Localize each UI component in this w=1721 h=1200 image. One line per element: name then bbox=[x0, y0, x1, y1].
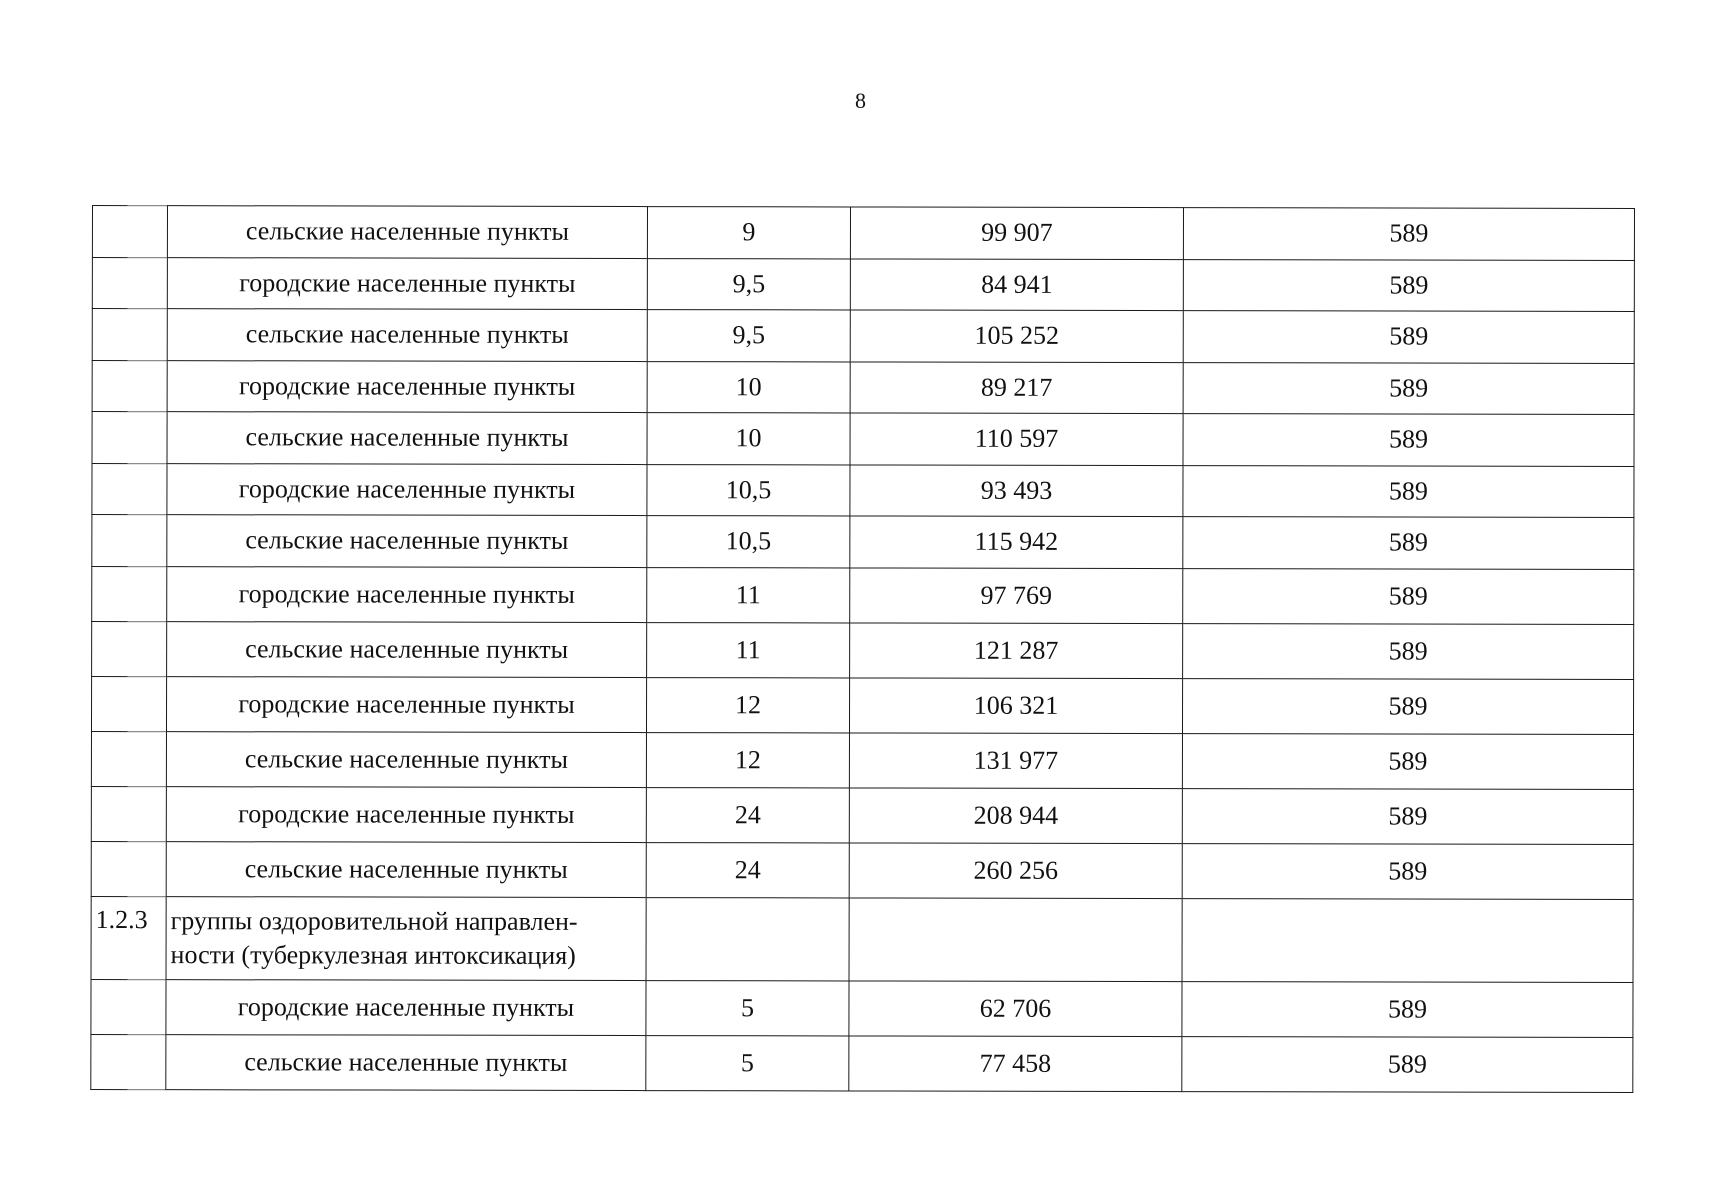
table-row bbox=[91, 841, 1633, 899]
column-3-cell: 99 907 bbox=[850, 207, 1183, 259]
settlement-type-cell: городские населенные пункты bbox=[167, 463, 647, 515]
row-number-cell bbox=[92, 566, 167, 621]
row-number-cell bbox=[92, 309, 167, 361]
settlement-type-cell: городские населенные пункты bbox=[167, 566, 647, 622]
table-row bbox=[92, 360, 1634, 414]
row-number-cell bbox=[92, 257, 167, 309]
row-number-cell bbox=[92, 463, 167, 515]
column-3-cell: 93 493 bbox=[850, 464, 1183, 516]
column-3-cell: 62 706 bbox=[849, 980, 1182, 1036]
column-4-cell: 589 bbox=[1182, 788, 1633, 844]
settlement-type-cell: сельские населенные пункты bbox=[166, 731, 646, 787]
column-2-cell: 9 bbox=[647, 207, 850, 259]
column-2-cell: 24 bbox=[646, 787, 849, 842]
column-3-cell: 121 287 bbox=[850, 622, 1183, 678]
row-number-cell bbox=[91, 979, 166, 1034]
row-number-cell bbox=[91, 731, 166, 786]
column-4-cell: 589 bbox=[1183, 311, 1634, 363]
column-2-cell bbox=[646, 897, 849, 980]
column-3-cell: 115 942 bbox=[850, 516, 1183, 568]
column-3-cell: 260 256 bbox=[849, 842, 1182, 898]
column-4-cell: 589 bbox=[1182, 981, 1633, 1037]
table-row bbox=[91, 731, 1633, 789]
table-row bbox=[91, 676, 1633, 734]
row-number-cell bbox=[91, 786, 166, 841]
column-3-cell: 97 769 bbox=[850, 567, 1183, 623]
settlement-type-cell: городские населенные пункты bbox=[166, 676, 646, 732]
row-number-cell bbox=[92, 515, 167, 567]
column-3-cell: 131 977 bbox=[849, 732, 1182, 788]
table-row bbox=[91, 979, 1633, 1037]
column-3-cell: 208 944 bbox=[849, 787, 1182, 843]
table-row bbox=[92, 515, 1634, 569]
page-number: 8 bbox=[855, 88, 866, 113]
section-title-line-1: группы оздоровительной направлен- bbox=[170, 905, 578, 936]
column-4-cell: 589 bbox=[1183, 517, 1634, 569]
section-title-cell bbox=[166, 896, 646, 980]
settlement-type-cell: сельские населенные пункты bbox=[167, 206, 647, 258]
column-2-cell: 12 bbox=[646, 677, 849, 732]
table-row bbox=[92, 566, 1634, 624]
settlement-type-cell: сельские населенные пункты bbox=[167, 309, 647, 361]
section-title-line-2: ности (туберкулезная интоксикация) bbox=[170, 939, 576, 970]
settlement-type-cell: сельские населенные пункты bbox=[166, 841, 646, 897]
row-number-cell bbox=[91, 676, 166, 731]
column-3-cell: 110 597 bbox=[850, 413, 1183, 465]
column-2-cell: 9,5 bbox=[647, 310, 850, 362]
column-4-cell: 589 bbox=[1183, 259, 1634, 311]
settlement-type-cell: сельские населенные пункты bbox=[167, 621, 647, 677]
column-4-cell: 589 bbox=[1183, 208, 1634, 260]
table-row bbox=[92, 412, 1634, 466]
column-3-cell: 105 252 bbox=[850, 310, 1183, 362]
settlement-type-cell: городские населенные пункты bbox=[167, 257, 647, 309]
column-2-cell: 11 bbox=[647, 622, 850, 677]
settlement-type-cell: городские населенные пункты bbox=[166, 979, 646, 1035]
column-3-cell: 89 217 bbox=[850, 361, 1183, 413]
column-3-cell: 106 321 bbox=[849, 677, 1182, 733]
section-number-cell: 1.2.3 bbox=[91, 896, 166, 979]
row-number-cell bbox=[91, 841, 166, 896]
column-4-cell: 589 bbox=[1183, 465, 1634, 517]
table-row bbox=[92, 463, 1634, 517]
column-4-cell: 589 bbox=[1182, 843, 1633, 899]
column-4-cell: 589 bbox=[1183, 568, 1634, 624]
column-4-cell: 589 bbox=[1182, 678, 1633, 734]
column-2-cell: 10 bbox=[647, 361, 850, 413]
row-number-cell bbox=[91, 1034, 166, 1089]
tariff-table bbox=[90, 205, 1635, 1092]
table-row bbox=[92, 206, 1634, 260]
column-2-cell: 5 bbox=[646, 980, 849, 1035]
column-2-cell: 5 bbox=[646, 1035, 849, 1090]
row-number-cell bbox=[92, 206, 167, 258]
column-3-cell: 84 941 bbox=[850, 258, 1183, 310]
settlement-type-cell: городские населенные пункты bbox=[167, 360, 647, 412]
column-4-cell bbox=[1182, 898, 1633, 982]
row-number-cell bbox=[92, 360, 167, 412]
table-row-section-header bbox=[91, 896, 1633, 982]
column-2-cell: 11 bbox=[647, 567, 850, 622]
table-row bbox=[92, 621, 1634, 679]
settlement-type-cell: сельские населенные пункты bbox=[167, 412, 647, 464]
row-number-cell bbox=[92, 412, 167, 464]
row-number-cell bbox=[92, 621, 167, 676]
column-4-cell: 589 bbox=[1183, 414, 1634, 466]
column-2-cell: 12 bbox=[646, 732, 849, 787]
column-4-cell: 589 bbox=[1183, 623, 1634, 679]
settlement-type-cell: городские населенные пункты bbox=[166, 786, 646, 842]
table-row bbox=[91, 1034, 1633, 1092]
table-row bbox=[92, 309, 1634, 363]
column-2-cell: 10 bbox=[647, 413, 850, 465]
column-4-cell: 589 bbox=[1182, 1036, 1633, 1092]
column-2-cell: 10,5 bbox=[647, 464, 850, 516]
column-2-cell: 9,5 bbox=[647, 258, 850, 310]
column-4-cell: 589 bbox=[1183, 362, 1634, 414]
column-2-cell: 10,5 bbox=[647, 516, 850, 568]
column-3-cell: 77 458 bbox=[849, 1035, 1182, 1091]
column-4-cell: 589 bbox=[1182, 733, 1633, 789]
settlement-type-cell: сельские населенные пункты bbox=[166, 1034, 646, 1090]
column-3-cell bbox=[849, 897, 1182, 981]
table-row bbox=[92, 257, 1634, 311]
settlement-type-cell: сельские населенные пункты bbox=[167, 515, 647, 567]
table-row bbox=[91, 786, 1633, 844]
column-2-cell: 24 bbox=[646, 842, 849, 897]
